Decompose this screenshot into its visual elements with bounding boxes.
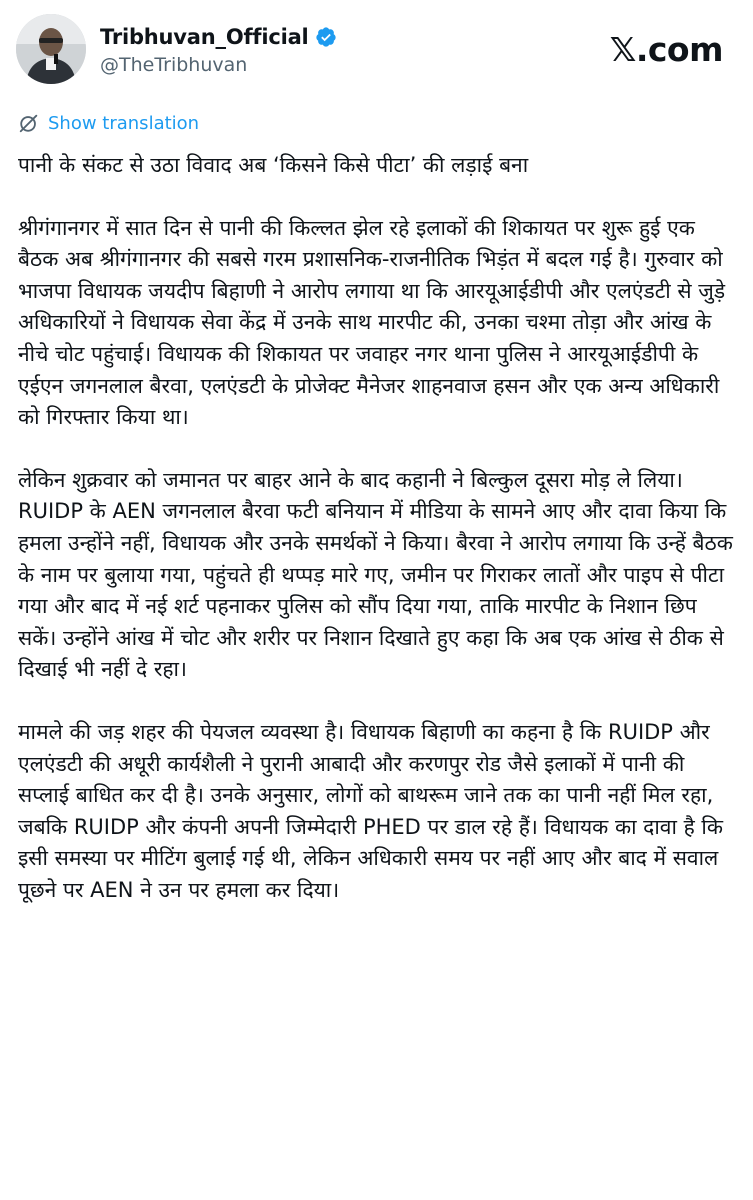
author-display-name[interactable]: Tribhuvan_Official [100, 25, 309, 49]
avatar-image [16, 14, 86, 84]
tweet-text [18, 150, 740, 906]
verified-badge-icon [315, 26, 337, 48]
tweet-paragraph: मामले की जड़ शहर की पेयजल व्यवस्था है। विधायक बिहाणी का कहना है कि RUIDP और एलएंडटी की अधूरी कार्यशैली ने पुरानी आबादी और करणपुर रोड जैसे इलाकों में पानी की सप्लाई बाधित कर दी है। उनके अनुसार, लोगों को बाथरूम जाने तक का पानी नहीं मिल रहा, जबकि RUIDP और कंपनी अपनी जिम्मेदारी PHED पर डाल रहे हैं। विधायक का दावा है कि इसी समस्या पर मीटिंग बुलाई गई थी, लेकिन अधिकारी समय पर नहीं आए और बाद में सवाल पूछने पर AEN ने उन पर हमला कर दिया। [18, 719, 723, 902]
show-translation-link[interactable] [18, 112, 199, 134]
tweet-paragraph: लेकिन शुक्रवार को जमानत पर बाहर आने के बाद कहानी ने बिल्कुल दूसरा मोड़ ले लिया। RUIDP के AEN जगनलाल बैरवा फटी बनियान में मीडिया के सामने आए और दावा किया कि हमला उन्होंने नहीं, विधायक और उनके समर्थकों ने किया। बैरवा ने आरोप लगाया कि उन्हें बैठक के नाम पर बुलाया गया, पहुंचते ही थप्पड़ मारे गए, जमीन पर गिराकर लातों और पाइप से पीटा गया और बाद में नई शर्ट पहनाकर पुलिस को सौंप दिया गया, ताकि मारपीट के निशान छिप सकें। उन्होंने आंख में चोट और शरीर पर निशान दिखाते हुए कहा कि अब एक आंख से ठीक से दिखाई भी नहीं दे रहा। [18, 467, 733, 682]
show-translation-label: Show translation [48, 112, 200, 134]
tweet-paragraph-headline: पानी के संकट से उठा विवाद अब ‘किसने किसे पीटा’ की लड़ाई बना [18, 153, 529, 177]
tweet-header [0, 0, 753, 104]
translate-icon [18, 112, 40, 134]
avatar[interactable] [16, 14, 86, 84]
author-handle[interactable]: @TheTribhuvan [100, 54, 248, 76]
site-logo: 𝕏.com [609, 30, 723, 69]
tweet-paragraph: श्रीगंगानगर में सात दिन से पानी की किल्लत झेल रहे इलाकों की शिकायत पर शुरू हुई एक बैठक अब श्रीगंगानगर की सबसे गरम प्रशासनिक-राजनीतिक भिड़ंत में बदल गई है। गुरुवार को भाजपा विधायक जयदीप बिहाणी ने आरोप लगाया था कि आरयूआईडीपी और एलएंडटी से जुड़े अधिकारियों ने विधायक सेवा केंद्र में उनके साथ मारपीट की, उनका चश्मा तोड़ा और आंख के नीचे चोट पहुंचाई। विधायक की शिकायत पर जवाहर नगर थाना पुलिस ने आरयूआईडीपी के एईएन जगनलाल बैरवा, एलएंडटी के प्रोजेक्ट मैनेजर शाहनवाज हसन और एक अन्य अधिकारी को गिरफ्तार किया था। [18, 215, 726, 430]
